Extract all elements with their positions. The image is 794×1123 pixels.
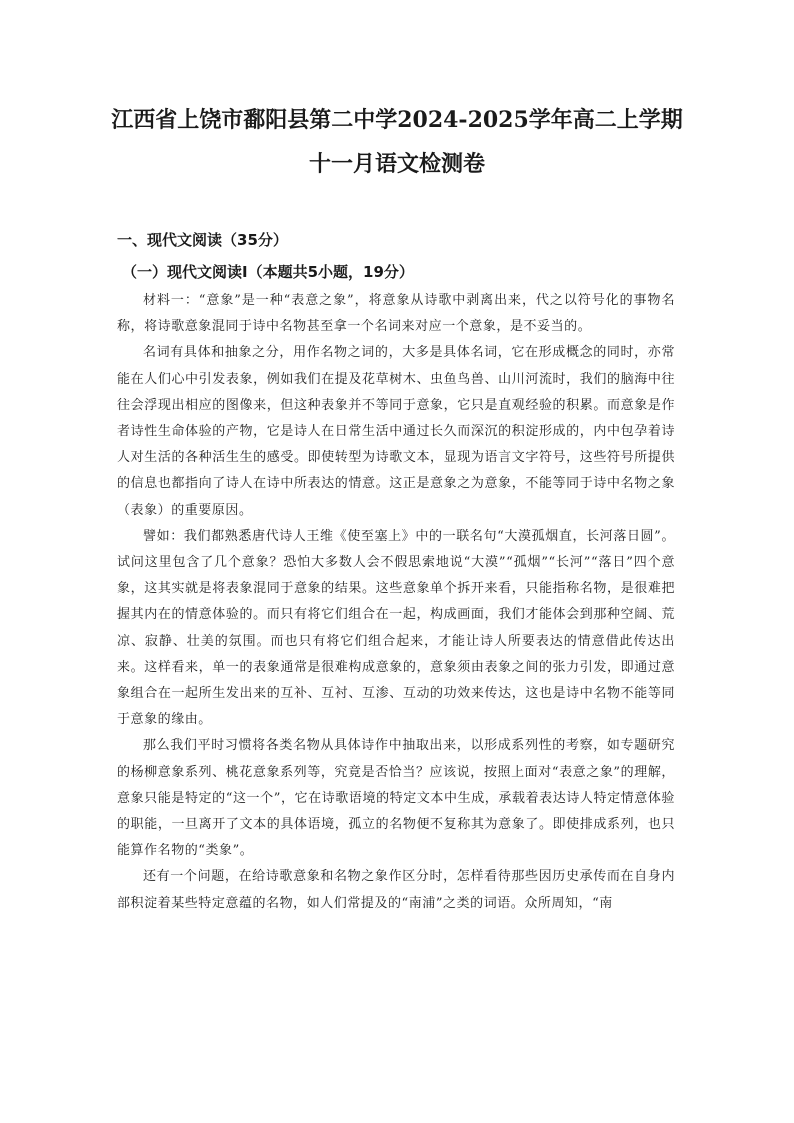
paragraph-4: 那么我们平时习惯将各类名物从具体诗作中抽取出来，以形成系列性的考察，如专题研究的杨柳意象系列、桃花意象系列等，究竟是否恰当？应该说，按照上面对“表意之象”的理解，意象只能是特定的“这一个”，它在诗歌语境的特定文本中生成，承载着表达诗人特定情意体验的职能，一旦离开了文本的具体语境，孤立的名物便不复称其为意象了。即使排成系列，也只能算作名物的“类象”。: [117, 738, 675, 859]
reading-material-body: [117, 288, 675, 917]
document-title-line-2: 十一月语文检测卷: [308, 151, 485, 177]
subsection-heading-reading-one: （一）现代文阅读Ⅰ（本题共5小题，19分）: [122, 263, 414, 281]
paragraph-1: 材料一：“意象”是一种“表意之象”，将意象从诗歌中剥离出来，代之以符号化的事物名称，将诗歌意象混同于诗中名物甚至拿一个名词来对应一个意象，是不妥当的。: [117, 293, 675, 335]
paragraph-3: 譬如：我们都熟悉唐代诗人王维《使至塞上》中的一联名句“大漠孤烟直，长河落日圆”。试问这里包含了几个意象？恐怕大多数人会不假思索地说“大漠”“孤烟”“长河”“落日”四个意象，这其实就是将表象混同于意象的结果。这些意象单个拆开来看，只能指称名物，是很难把握其内在的情意体验的。而只有将它们组合在一起，构成画面，我们才能体会到那种空阔、荒凉、寂静、壮美的氛围。而也只有将它们组合起来，才能让诗人所要表达的情意借此传达出来。这样看来，单一的表象通常是很难构成意象的，意象须由表象之间的张力引发，即通过意象组合在一起所生发出来的互补、互衬、互渗、互动的功效来传达，这也是诗中名物不能等同于意象的缘由。: [117, 528, 675, 728]
paragraph-2: 名词有具体和抽象之分，用作名物之词的，大多是具体名词，它在形成概念的同时，亦常能在人们心中引发表象，例如我们在提及花草树木、虫鱼鸟兽、山川河流时，我们的脑海中往往会浮现出相应的图像来，但这种表象并不等同于意象，它只是直观经验的积累。而意象是作者诗性生命体验的产物，它是诗人在日常生活中通过长久而深沉的积淀形成的，内中包孕着诗人对生活的各种活生生的感受。即使转型为诗歌文本，显现为语言文字符号，这些符号所提供的信息也都指向了诗人在诗中所表达的情意。这正是意象之为意象，不能等同于诗中名物之象（表象）的重要原因。: [117, 345, 675, 518]
section-heading-modern-reading: 一、现代文阅读（35分）: [117, 231, 288, 249]
document-title-line-1: 江西省上饶市鄱阳县第二中学2024-2025学年高二上学期: [111, 107, 683, 133]
paragraph-5: 还有一个问题，在给诗歌意象和名物之象作区分时，怎样看待那些因历史承传而在自身内部积淀着某些特定意蕴的名物，如人们常提及的“南浦”之类的词语。众所周知，“南: [117, 869, 675, 911]
